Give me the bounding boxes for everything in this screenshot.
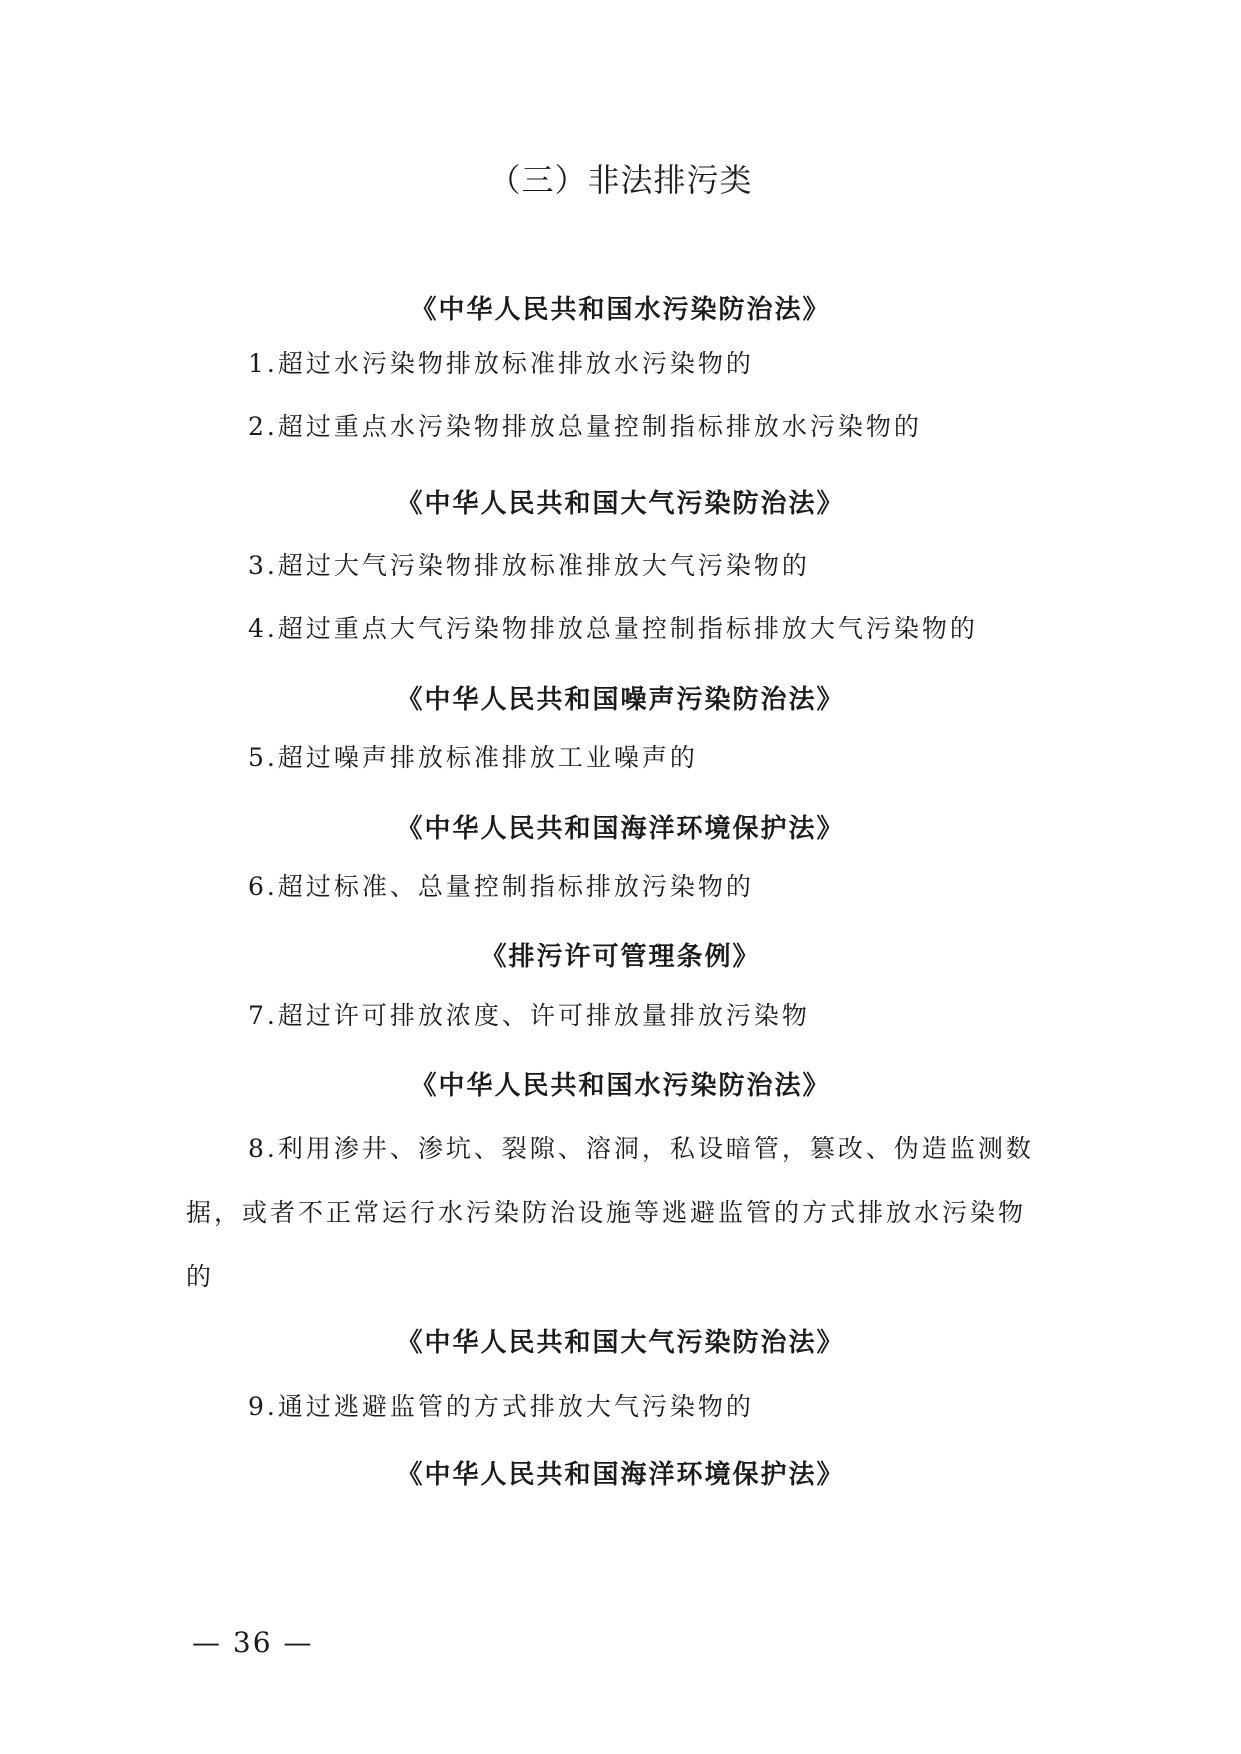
page-number: — 36 —	[192, 1626, 314, 1659]
list-item-continuation: 据，或者不正常运行水污染防治设施等逃避监管的方式排放水污染物	[186, 1198, 1027, 1227]
list-item: 8.利用渗井、渗坑、裂隙、溶洞，私设暗管，篡改、伪造监测数	[248, 1134, 1034, 1163]
list-item: 1.超过水污染物排放标准排放水污染物的	[248, 349, 754, 378]
law-heading: 《排污许可管理条例》	[480, 942, 761, 972]
list-item-continuation: 的	[186, 1262, 215, 1291]
law-heading: 《中华人民共和国水污染防治法》	[410, 1071, 831, 1101]
law-heading: 《中华人民共和国噪声污染防治法》	[396, 685, 845, 715]
list-item: 6.超过标准、总量控制指标排放污染物的	[248, 872, 754, 901]
list-item: 5.超过噪声排放标准排放工业噪声的	[248, 743, 698, 772]
law-heading: 《中华人民共和国大气污染防治法》	[396, 1328, 845, 1358]
section-title: （三）非法排污类	[488, 161, 753, 199]
list-item: 7.超过许可排放浓度、许可排放量排放污染物	[248, 1001, 810, 1030]
list-item: 3.超过大气污染物排放标准排放大气污染物的	[248, 551, 810, 580]
list-item: 2.超过重点水污染物排放总量控制指标排放水污染物的	[248, 412, 922, 441]
law-heading: 《中华人民共和国大气污染防治法》	[396, 489, 845, 519]
law-heading: 《中华人民共和国海洋环境保护法》	[396, 814, 845, 844]
list-item: 4.超过重点大气污染物排放总量控制指标排放大气污染物的	[248, 614, 978, 643]
law-heading: 《中华人民共和国海洋环境保护法》	[396, 1460, 845, 1490]
law-heading: 《中华人民共和国水污染防治法》	[410, 295, 831, 325]
list-item: 9.通过逃避监管的方式排放大气污染物的	[248, 1392, 754, 1421]
